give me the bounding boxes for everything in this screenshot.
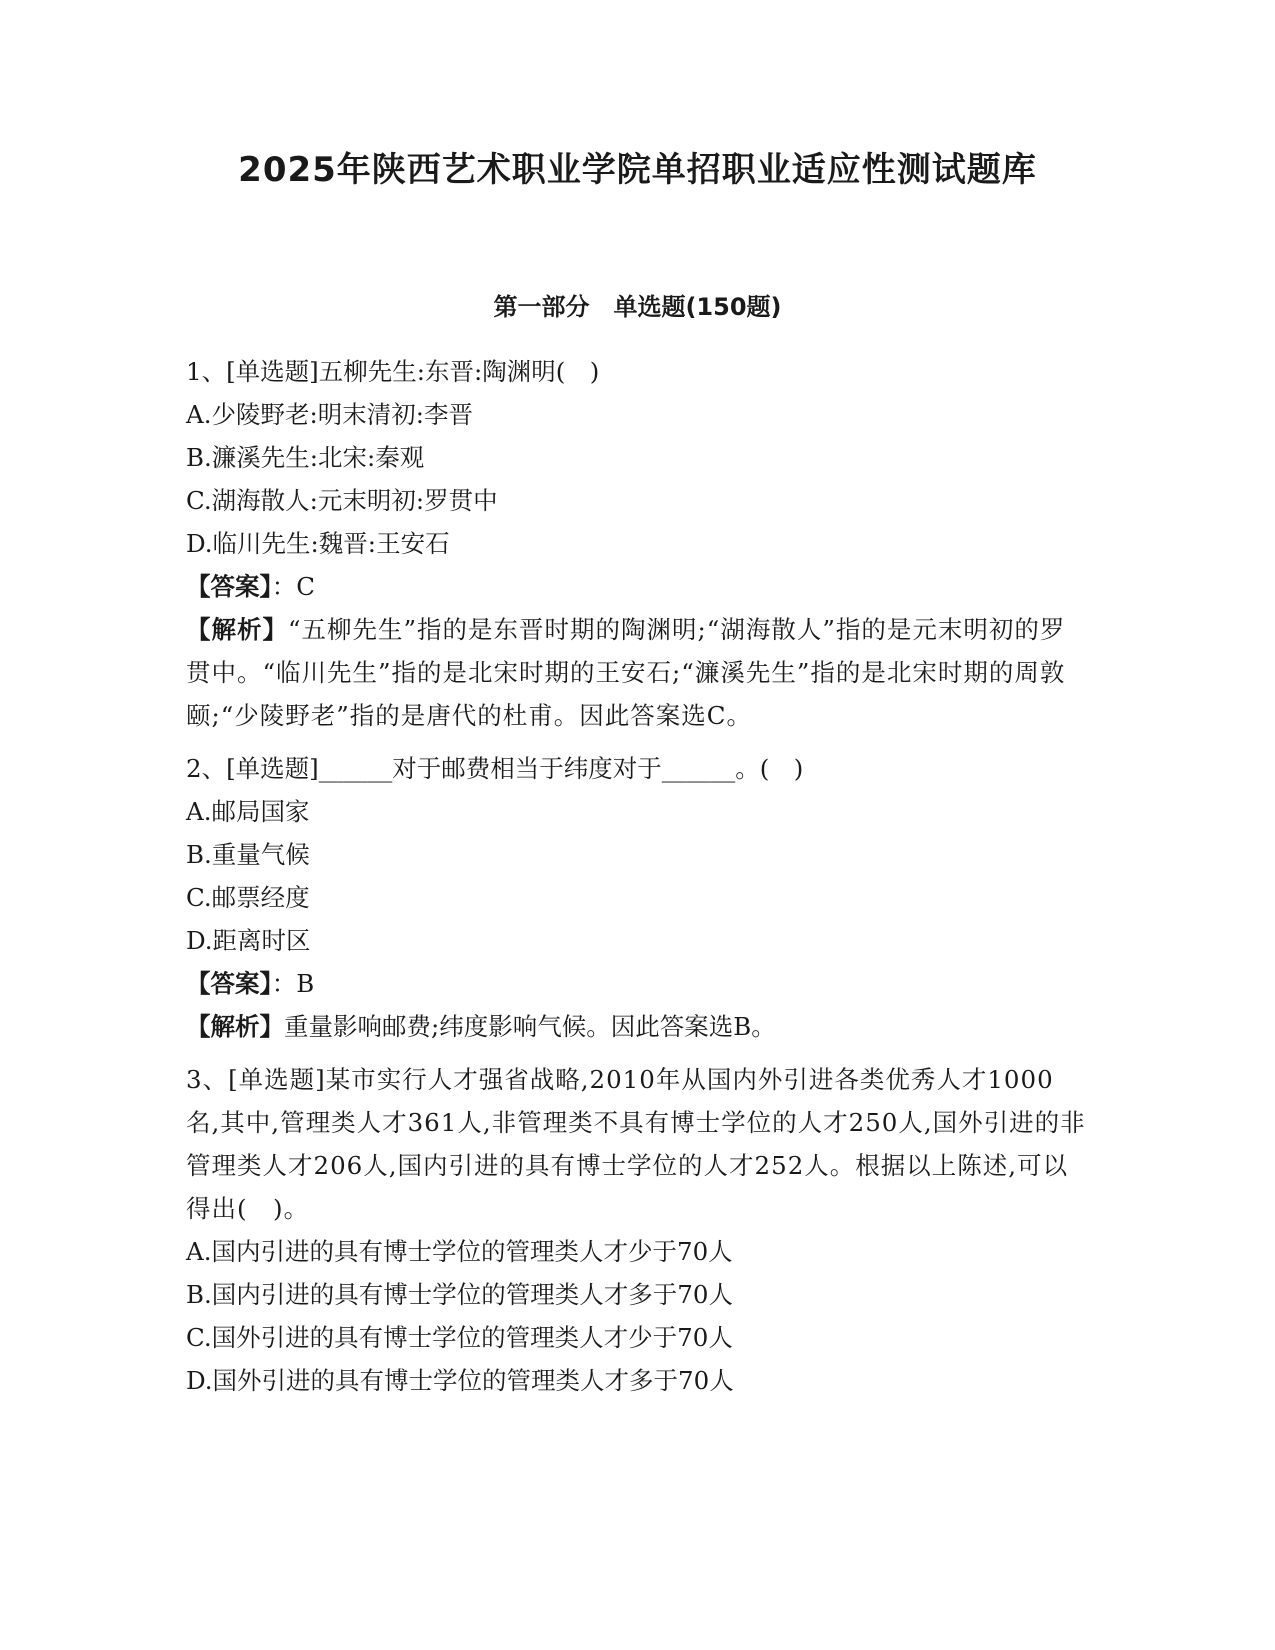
analysis-text: 重量影响邮费;纬度影响气候。因此答案选B。 bbox=[284, 1012, 776, 1041]
analysis-paragraph bbox=[186, 608, 1086, 737]
analysis-paragraph bbox=[186, 1005, 1086, 1048]
answer-line bbox=[186, 565, 1086, 608]
option-c: C.国外引进的具有博士学位的管理类人才少于70人 bbox=[186, 1323, 733, 1352]
question-stem: 1、[单选题]五柳先生:东晋:陶渊明( ) bbox=[186, 357, 600, 386]
question-list bbox=[186, 350, 1086, 1412]
section-title: 第一部分 单选题(150题) bbox=[493, 293, 782, 321]
option-c: C.湖海散人:元末明初:罗贯中 bbox=[186, 486, 498, 515]
option-a: A.国内引进的具有博士学位的管理类人才少于70人 bbox=[186, 1237, 733, 1266]
option-a: A.邮局国家 bbox=[186, 797, 310, 826]
option-c: C.邮票经度 bbox=[186, 883, 310, 912]
analysis-label: 【解析】 bbox=[186, 615, 288, 644]
option-b: B.重量气候 bbox=[186, 840, 310, 869]
question-stem: 3、[单选题]某市实行人才强省战略,2010年从国内外引进各类优秀人才1000名,其中,管理类人才361人,非管理类不具有博士学位的人才250人,国外引进的非管理类人才206人,国内引进的具有博士学位的人才252人。根据以上陈述,可以得出( )。 bbox=[186, 1065, 1086, 1223]
answer-line bbox=[186, 962, 1086, 1005]
document-title: 2025年陕西艺术职业学院单招职业适应性测试题库 bbox=[238, 150, 1037, 190]
question-stem: 2、[单选题]______对于邮费相当于纬度对于______。( ) bbox=[186, 754, 804, 783]
option-a: A.少陵野老:明末清初:李晋 bbox=[186, 400, 473, 429]
question-3 bbox=[186, 1058, 1086, 1402]
option-b: B.濂溪先生:北宋:秦观 bbox=[186, 443, 425, 472]
question-1 bbox=[186, 350, 1086, 737]
option-d: D.临川先生:魏晋:王安石 bbox=[186, 529, 450, 558]
answer-value: ：C bbox=[271, 572, 315, 601]
option-d: D.国外引进的具有博士学位的管理类人才多于70人 bbox=[186, 1366, 734, 1395]
answer-value: ：B bbox=[271, 969, 315, 998]
analysis-text: “五柳先生”指的是东晋时期的陶渊明;“湖海散人”指的是元末明初的罗贯中。“临川先生”指的是北宋时期的王安石;“濂溪先生”指的是北宋时期的周敦颐;“少陵野老”指的是唐代的杜甫。因此答案选C。 bbox=[186, 615, 1066, 730]
answer-label: 【答案】 bbox=[186, 572, 272, 601]
question-2 bbox=[186, 747, 1086, 1048]
option-b: B.国内引进的具有博士学位的管理类人才多于70人 bbox=[186, 1280, 733, 1309]
option-d: D.距离时区 bbox=[186, 926, 311, 955]
analysis-label: 【解析】 bbox=[186, 1012, 284, 1041]
answer-label: 【答案】 bbox=[186, 969, 272, 998]
